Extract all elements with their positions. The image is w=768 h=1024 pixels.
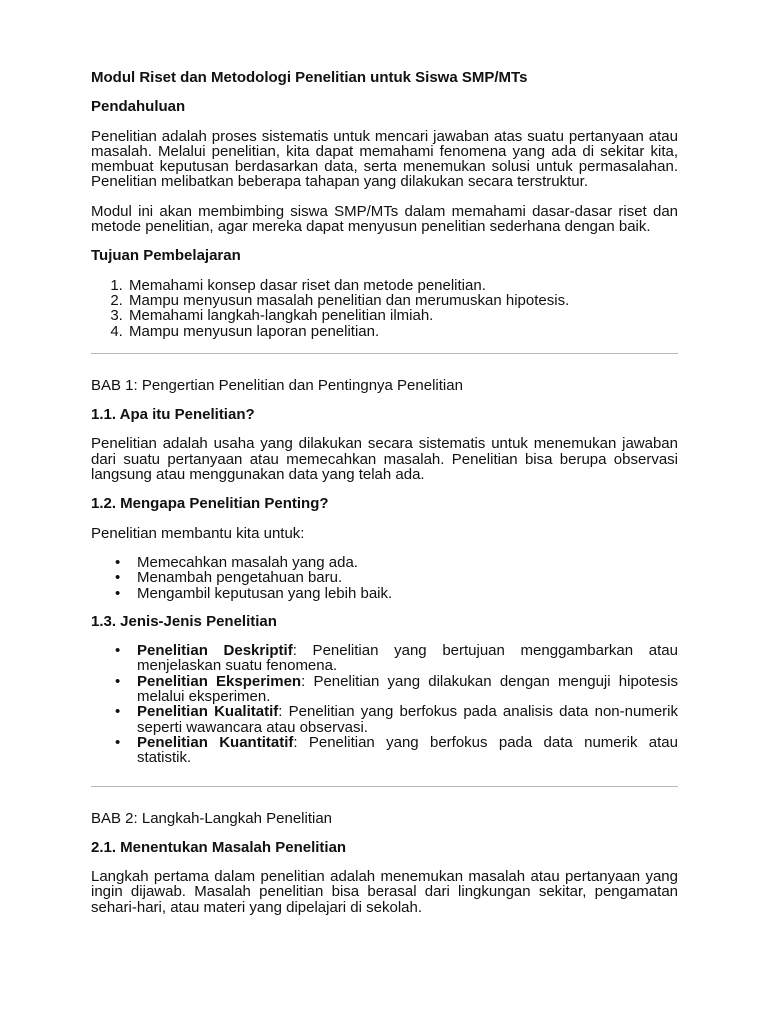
- bullet-icon: •: [115, 569, 121, 587]
- section-2-1-text: Langkah pertama dalam penelitian adalah menemukan masalah atau pertanyaan yang ingin dijawab. Masalah penelitian bisa berasal dari lingkungan sekitar, pengamatan sehari-hari, atau materi yang dipelajari di sekolah.: [91, 868, 678, 916]
- section-1-2-heading: 1.2. Mengapa Penelitian Penting?: [91, 495, 329, 513]
- bullet-icon: •: [115, 733, 121, 751]
- document-page: [91, 70, 678, 929]
- intro-heading: Pendahuluan: [91, 98, 186, 116]
- bullet-icon: •: [115, 553, 121, 571]
- list-item: • Memecahkan masalah yang ada.: [115, 553, 358, 571]
- section-1-1-heading: 1.1. Apa itu Penelitian?: [91, 406, 255, 424]
- section-divider: [91, 786, 678, 787]
- bullet-icon: •: [115, 672, 121, 690]
- section-1-2-text: Penelitian membantu kita untuk:: [91, 524, 305, 542]
- term: Penelitian Eksperimen: [137, 672, 302, 690]
- section-divider: [91, 353, 678, 354]
- list-item: • Menambah pengetahuan baru.: [115, 569, 343, 587]
- section-1-3-heading: 1.3. Jenis-Jenis Penelitian: [91, 612, 277, 630]
- list-item: • Penelitian Eksperimen: Penelitian yang dilakukan dengan menguji hipotesis melalui eksperimen.: [115, 672, 678, 706]
- bullet-icon: •: [115, 703, 121, 721]
- list-item: • Penelitian Deskriptif: Penelitian yang bertujuan menggambarkan atau menjelaskan suatu fenomena.: [115, 642, 678, 675]
- term: Penelitian Kuantitatif: [137, 733, 294, 751]
- list-item: • Penelitian Kualitatif: Penelitian yang berfokus pada analisis data non-numerik seperti wawancara atau observasi.: [115, 703, 678, 736]
- intro-paragraph-1: Penelitian adalah proses sistematis untuk mencari jawaban atas suatu pertanyaan atau masalah. Melalui penelitian, kita dapat memahami fenomena yang ada di sekitar kita, membuat keputusan berdasarkan data, serta menemukan solusi untuk permasalahan. Penelitian melibatkan beberapa tahapan yang dilakukan secara terstruktur.: [91, 127, 678, 191]
- list-item: 2. Mampu menyusun masalah penelitian dan merumuskan hipotesis.: [127, 293, 678, 308]
- bab2-heading: BAB 2: Langkah-Langkah Penelitian: [91, 809, 333, 827]
- types-list: [91, 643, 678, 765]
- list-item: • Penelitian Kuantitatif: Penelitian yang berfokus pada data numerik atau statistik.: [115, 733, 678, 767]
- importance-list: [91, 555, 678, 601]
- list-item: 4. Mampu menyusun laporan penelitian.: [127, 324, 678, 339]
- intro-paragraph-2: Modul ini akan membimbing siswa SMP/MTs dalam memahami dasar-dasar riset dan metode penelitian, agar mereka dapat menyusun penelitian sederhana dengan baik.: [91, 202, 678, 236]
- bullet-icon: •: [115, 642, 121, 660]
- objectives-heading: Tujuan Pembelajaran: [91, 247, 241, 265]
- section-2-1-heading: 2.1. Menentukan Masalah Penelitian: [91, 838, 347, 856]
- objectives-list: [91, 278, 678, 339]
- list-item: 1. Memahami konsep dasar riset dan metode penelitian.: [127, 278, 678, 293]
- bab1-heading: BAB 1: Pengertian Penelitian dan Pentingnya Penelitian: [91, 376, 463, 394]
- bullet-icon: •: [115, 584, 121, 602]
- section-1-1-text: Penelitian adalah usaha yang dilakukan secara sistematis untuk menemukan jawaban dari suatu pertanyaan atau memecahkan masalah. Penelitian bisa berupa observasi langsung atau menggunakan data yang telah ada.: [91, 435, 678, 484]
- list-item: • Mengambil keputusan yang lebih baik.: [115, 584, 393, 602]
- term: Penelitian Deskriptif: [137, 642, 293, 660]
- document-title: Modul Riset dan Metodologi Penelitian untuk Siswa SMP/MTs: [91, 69, 528, 86]
- list-item: 3. Memahami langkah-langkah penelitian ilmiah.: [127, 308, 678, 323]
- term: Penelitian Kualitatif: [137, 703, 279, 721]
